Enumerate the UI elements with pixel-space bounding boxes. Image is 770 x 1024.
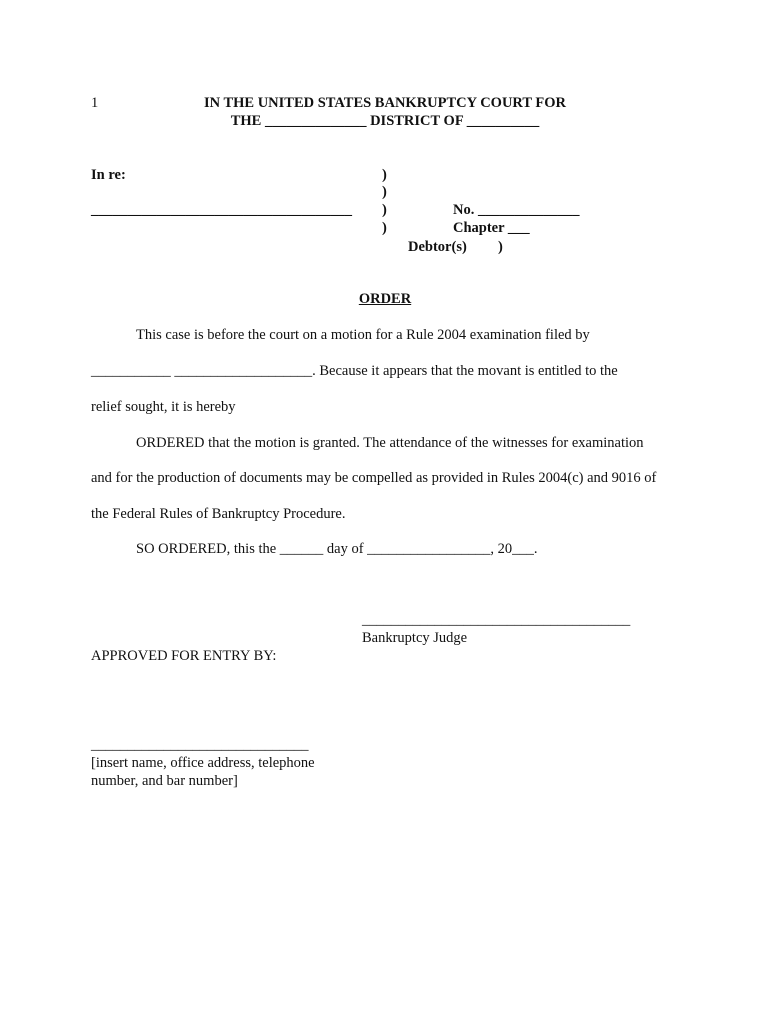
attorney-info: number, and bar number] — [91, 773, 238, 789]
body-line: and for the production of documents may be compelled as provided in Rules 2004(c) and 9016 of — [91, 470, 657, 486]
caption-paren: ) — [382, 167, 387, 183]
debtor-label: Debtor(s) — [408, 239, 467, 255]
body-line: This case is before the court on a motion for a Rule 2004 examination filed by — [136, 327, 590, 343]
body-line: relief sought, it is hereby — [91, 399, 236, 415]
attorney-signature-line: ______________________________ — [91, 737, 309, 753]
case-number: No. ______________ — [453, 202, 580, 218]
debtor-name-line: ____________________________________ — [91, 202, 352, 218]
page-number: 1 — [91, 95, 99, 111]
caption-paren: ) — [498, 239, 503, 255]
court-heading-line2: THE ______________ DISTRICT OF __________ — [230, 113, 540, 129]
chapter: Chapter ___ — [453, 220, 530, 236]
body-line: SO ORDERED, this the ______ day of _________________, 20___. — [136, 541, 538, 557]
body-line: ___________ ___________________. Because it appears that the movant is entitled to the — [91, 363, 618, 379]
attorney-info: [insert name, office address, telephone — [91, 755, 315, 771]
order-title: ORDER — [358, 291, 412, 307]
body-line: the Federal Rules of Bankruptcy Procedure. — [91, 506, 346, 522]
judge-signature-line: _____________________________________ — [362, 612, 631, 628]
caption-paren: ) — [382, 202, 387, 218]
caption-paren: ) — [382, 220, 387, 236]
body-line: ORDERED that the motion is granted. The attendance of the witnesses for examination — [136, 435, 644, 451]
court-heading-line1: IN THE UNITED STATES BANKRUPTCY COURT FOR — [203, 95, 567, 111]
judge-label: Bankruptcy Judge — [362, 630, 468, 646]
caption-paren: ) — [382, 184, 387, 200]
in-re-label: In re: — [91, 167, 126, 183]
approved-label: APPROVED FOR ENTRY BY: — [91, 648, 277, 664]
